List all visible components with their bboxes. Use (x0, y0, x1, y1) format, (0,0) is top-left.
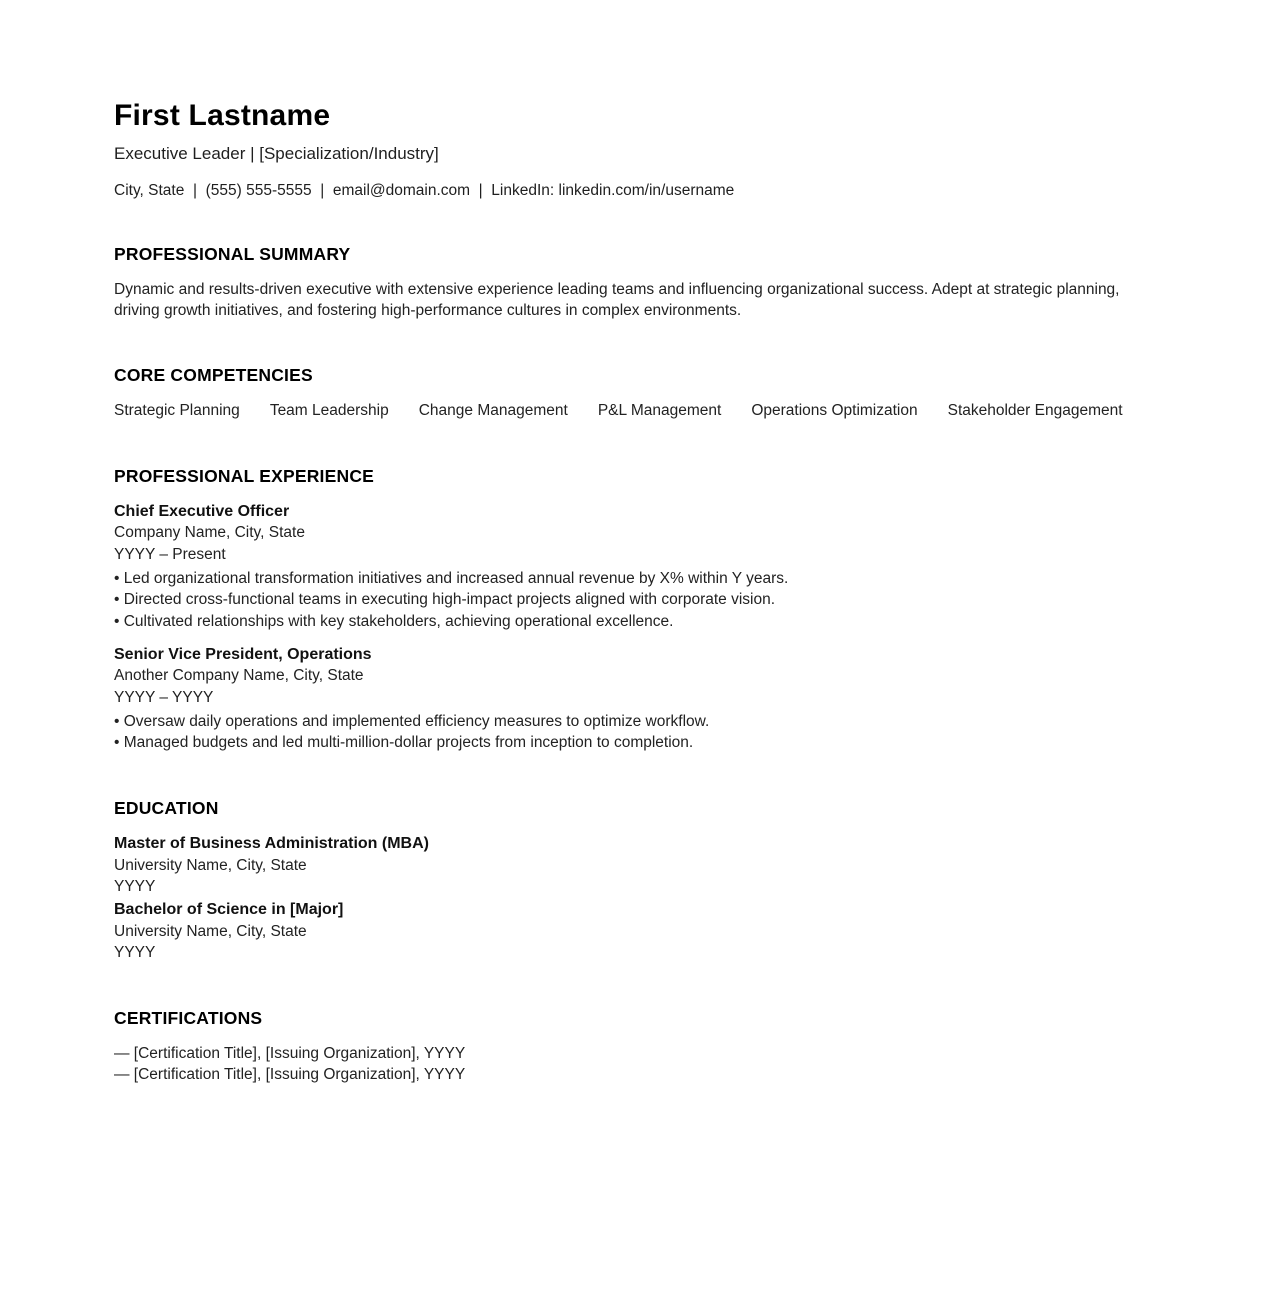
job-bullet: • Directed cross-functional teams in executing high-impact projects aligned with corporate vision. (114, 591, 776, 609)
education-heading: EDUCATION (114, 798, 219, 818)
degree-year: YYYY (114, 878, 156, 896)
summary-text: Dynamic and results-driven executive with extensive experience leading teams and influencing organizational success. Adept at strategic planning, driving growth initiatives, and fostering high-performance cultures in complex environments. (114, 280, 1120, 319)
experience-job (114, 644, 1148, 754)
competencies-heading: CORE COMPETENCIES (114, 365, 313, 386)
job-company: Company Name, City, State (114, 524, 305, 542)
competency-item: Strategic Planning (114, 402, 240, 420)
competency-item: P&L Management (597, 402, 722, 420)
job-bullet: • Cultivated relationships with key stakeholders, achieving operational excellence. (114, 612, 674, 630)
section-core-competencies (114, 365, 1148, 421)
section-professional-summary (114, 244, 1148, 322)
job-company: Another Company Name, City, State (114, 667, 364, 685)
competency-item: Team Leadership (269, 402, 389, 420)
job-title: Senior Vice President, Operations (114, 645, 372, 663)
job-dates: YYYY – Present (114, 545, 226, 563)
experience-heading: PROFESSIONAL EXPERIENCE (114, 465, 375, 486)
resume-header (114, 99, 1148, 200)
resume-name: First Lastname (114, 99, 331, 132)
competency-item: Change Management (418, 402, 568, 420)
education-degree (114, 833, 1148, 898)
competencies-list (114, 400, 1148, 421)
degree-year: YYYY (114, 944, 156, 962)
certification-item: — [Certification Title], [Issuing Organization], YYYY (114, 1066, 466, 1084)
section-certifications (114, 1008, 1148, 1086)
contact-line: City, State | (555) 555-5555 | email@domain.com | LinkedIn: linkedin.com/in/username (114, 181, 735, 199)
certifications-heading: CERTIFICATIONS (114, 1007, 263, 1028)
section-education (114, 798, 1148, 964)
job-bullet: • Oversaw daily operations and implemented efficiency measures to optimize workflow. (114, 712, 710, 730)
job-bullets (114, 711, 1148, 754)
competency-item: Stakeholder Engagement (947, 402, 1123, 420)
job-bullet: • Managed budgets and led multi-million-dollar projects from inception to completion. (114, 734, 694, 752)
job-bullet: • Led organizational transformation initiatives and increased annual revenue by X% within Y years. (114, 569, 789, 587)
job-bullets (114, 568, 1148, 633)
competency-item: Operations Optimization (751, 402, 918, 420)
degree-school: University Name, City, State (114, 922, 307, 940)
job-title: Chief Executive Officer (114, 502, 290, 520)
degree-title: Master of Business Administration (MBA) (114, 835, 429, 852)
summary-heading: PROFESSIONAL SUMMARY (114, 243, 351, 264)
education-degree (114, 899, 1148, 964)
job-dates: YYYY – YYYY (114, 688, 214, 706)
section-professional-experience (114, 466, 1148, 754)
resume-title-line: Executive Leader | [Specialization/Industry] (114, 143, 439, 163)
experience-job (114, 501, 1148, 633)
degree-title: Bachelor of Science in [Major] (114, 900, 344, 918)
degree-school: University Name, City, State (114, 856, 307, 874)
certification-item: — [Certification Title], [Issuing Organization], YYYY (114, 1044, 466, 1062)
